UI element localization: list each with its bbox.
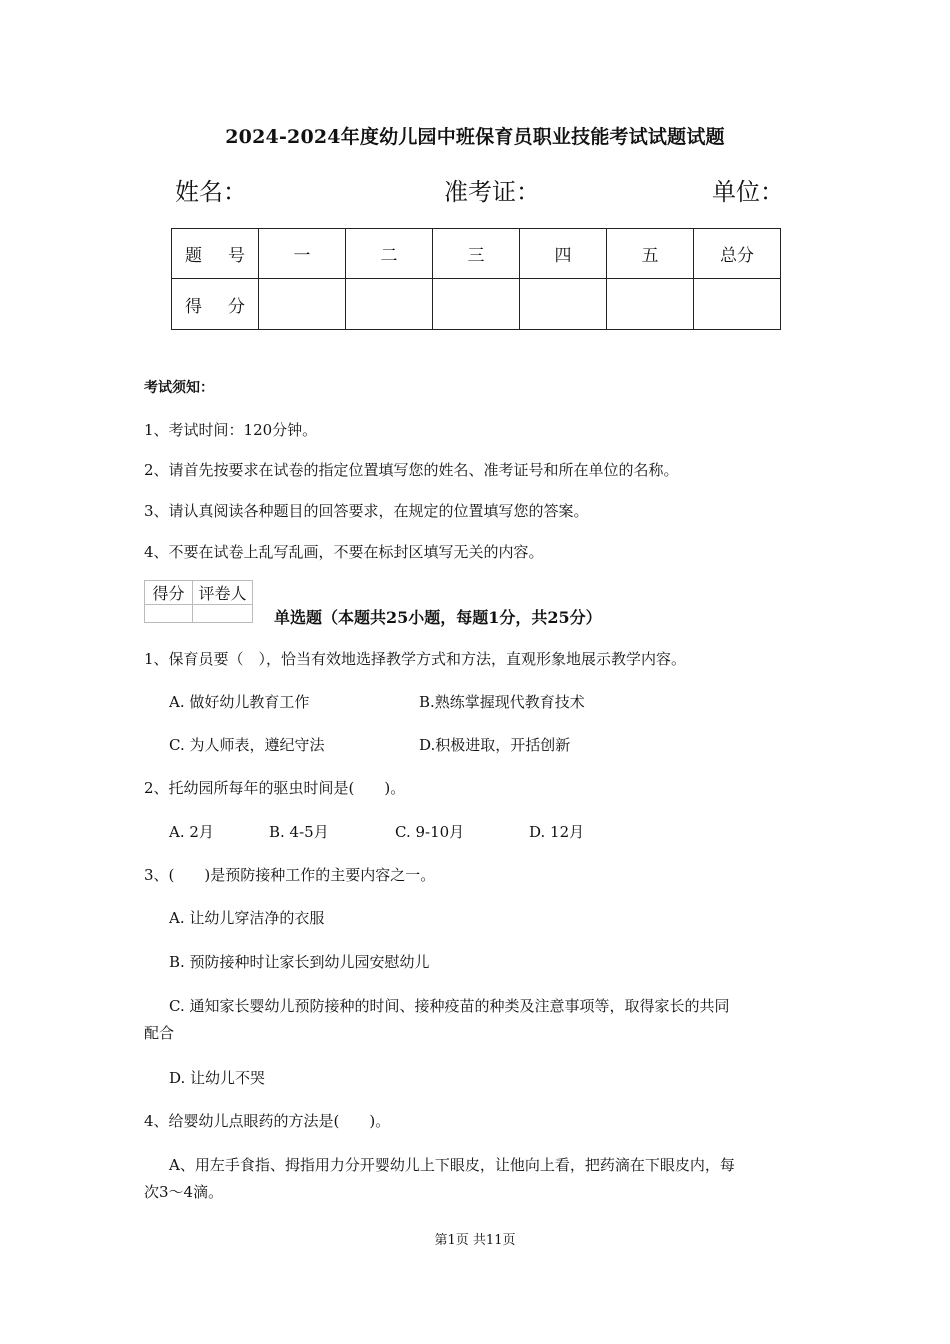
score-table-score-row: [172, 279, 781, 330]
question-stem: 2、托幼园所每年的驱虫时间是( )。: [144, 779, 406, 797]
option-b[interactable]: B. 预防接种时让家长到幼儿园安慰幼儿: [169, 953, 430, 971]
option-a[interactable]: A. 让幼儿穿洁净的衣服: [169, 909, 325, 927]
score-cell[interactable]: [520, 279, 607, 330]
option-a[interactable]: A. 2月: [169, 823, 214, 841]
option-c[interactable]: C. 通知家长婴幼儿预防接种的时间、接种疫苗的种类及注意事项等，取得家长的共同: [169, 997, 730, 1015]
column-header: 四: [520, 229, 607, 279]
notice-heading: 考试须知：: [144, 380, 214, 396]
option-d[interactable]: D. 12月: [529, 823, 585, 841]
option-c[interactable]: C. 9-10月: [395, 823, 465, 841]
column-header: 三: [433, 229, 520, 279]
exam-id-label: 准考证：: [444, 178, 540, 206]
name-label: 姓名：: [175, 178, 247, 206]
score-cell[interactable]: [433, 279, 520, 330]
question-stem: 4、给婴幼儿点眼药的方法是( )。: [144, 1112, 391, 1130]
score-header: 得 分: [172, 279, 259, 330]
score-table: [171, 228, 781, 330]
section-title: 单选题（本题共25小题，每题1分，共25分）: [274, 608, 602, 627]
column-header: 二: [346, 229, 433, 279]
page-footer: 第1页 共11页: [434, 1233, 516, 1248]
option-c-continued[interactable]: 配合: [144, 1024, 175, 1042]
page-title: 2024-2024年度幼儿园中班保育员职业技能考试试题试题: [225, 126, 725, 148]
column-header: 一: [259, 229, 346, 279]
grader-name-cell[interactable]: [193, 605, 253, 623]
question-stem: 1、保育员要（ ），恰当有效地选择教学方式和方法，直观形象地展示教学内容。: [144, 650, 687, 668]
notice-item: 4、不要在试卷上乱写乱画，不要在标封区填写无关的内容。: [144, 543, 544, 561]
notice-item: 3、请认真阅读各种题目的回答要求，在规定的位置填写您的答案。: [144, 502, 589, 520]
option-d[interactable]: D. 让幼儿不哭: [169, 1069, 266, 1087]
score-cell[interactable]: [607, 279, 694, 330]
option-d[interactable]: D.积极进取，开括创新: [419, 736, 571, 754]
grader-name-label: 评卷人: [193, 581, 253, 605]
option-a-continued[interactable]: 次3～4滴。: [144, 1183, 224, 1201]
score-cell[interactable]: [694, 279, 781, 330]
question-number-header: 题 号: [172, 229, 259, 279]
option-c[interactable]: C. 为人师表，遵纪守法: [169, 736, 325, 754]
grader-score-cell[interactable]: [145, 605, 193, 623]
column-header: 总分: [694, 229, 781, 279]
option-b[interactable]: B.熟练掌握现代教育技术: [419, 693, 585, 711]
question-stem: 3、( )是预防接种工作的主要内容之一。: [144, 866, 436, 884]
grader-box: [144, 580, 253, 623]
notice-item: 1、考试时间：120分钟。: [144, 421, 318, 439]
column-header: 五: [607, 229, 694, 279]
option-a[interactable]: A、用左手食指、拇指用力分开婴幼儿上下眼皮，让他向上看，把药滴在下眼皮内，每: [169, 1156, 735, 1174]
option-a[interactable]: A. 做好幼儿教育工作: [169, 693, 310, 711]
score-cell[interactable]: [346, 279, 433, 330]
unit-label: 单位：: [712, 178, 784, 206]
notice-item: 2、请首先按要求在试卷的指定位置填写您的姓名、准考证号和所在单位的名称。: [144, 461, 679, 479]
grader-score-label: 得分: [145, 581, 193, 605]
option-b[interactable]: B. 4-5月: [269, 823, 329, 841]
score-cell[interactable]: [259, 279, 346, 330]
score-table-header-row: [172, 229, 781, 279]
